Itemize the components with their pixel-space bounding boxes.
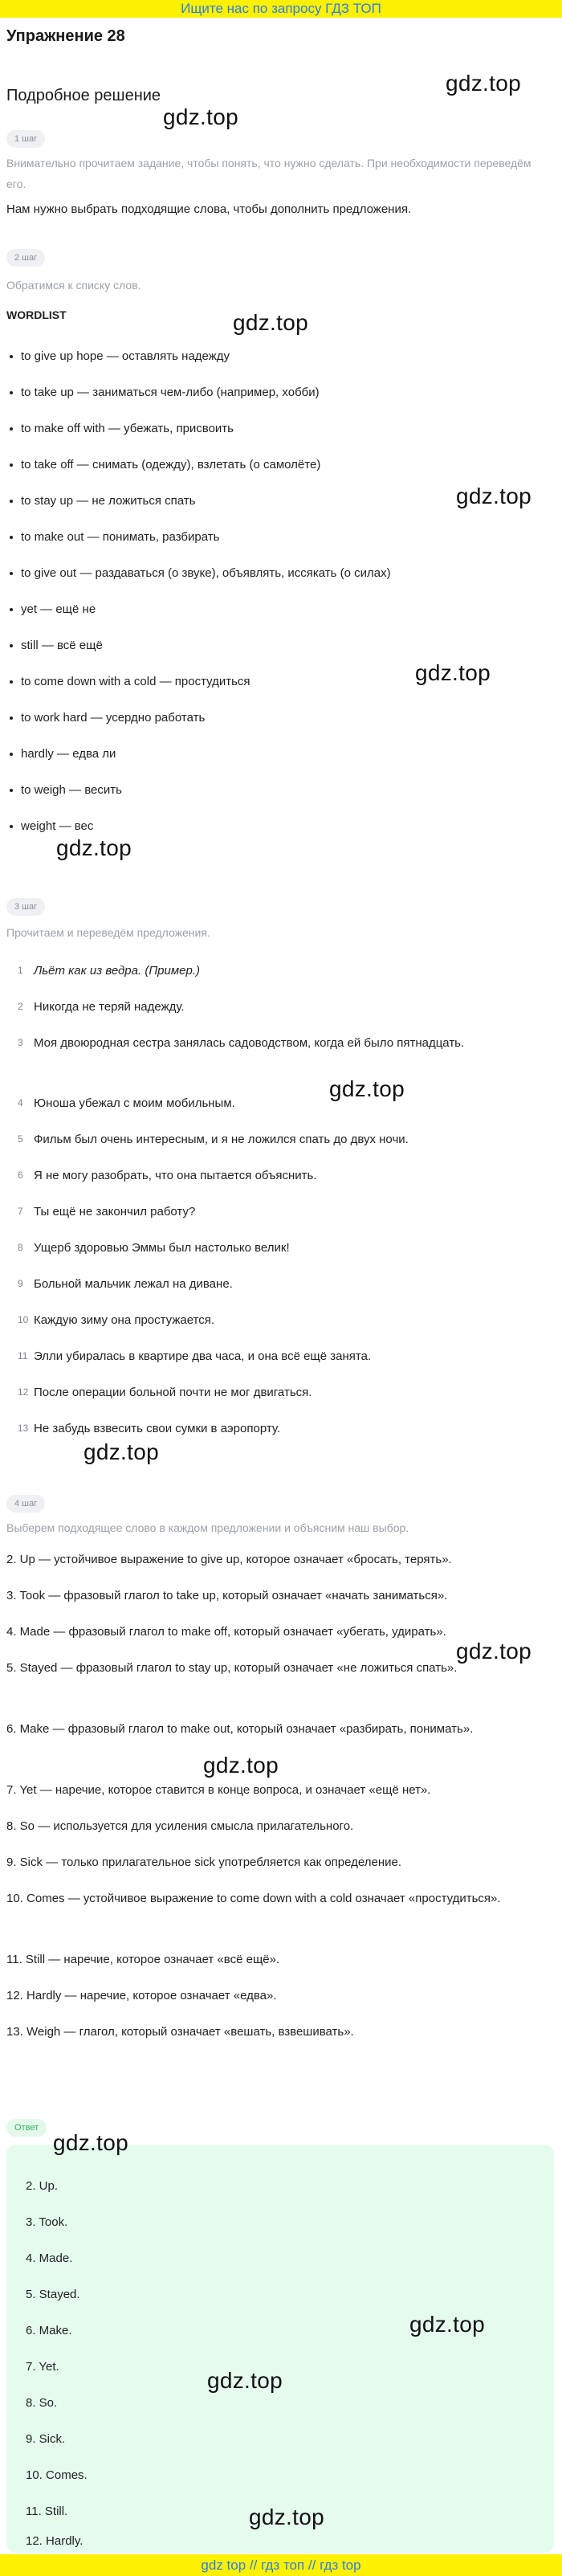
watermark: gdz.top	[249, 2505, 324, 2529]
sentence-item: 5 Фильм был очень интересным, и я не ложился спать до двух ночи.	[18, 1133, 409, 1146]
answer-item: 2. Up.	[26, 2179, 59, 2193]
wordlist-item: to give up hope — оставлять надежду	[21, 349, 543, 365]
watermark: gdz.top	[163, 104, 238, 129]
answer-box	[6, 2145, 554, 2553]
watermark: gdz.top	[415, 660, 491, 685]
sentence-item: 9 Больной мальчик лежал на диване.	[18, 1277, 233, 1291]
explanation-item: 12. Hardly — наречие, которое означает «едва».	[6, 1989, 277, 2002]
footer-banner[interactable]: gdz top // гдз топ // гдз top	[0, 2554, 562, 2576]
explanation-item: 2. Up — устойчивое выражение to give up, которое означает «бросать, терять».	[6, 1553, 452, 1566]
step-badge-3: 3 шаг	[6, 898, 45, 916]
explanation-item: 13. Weigh — глагол, который означает «вешать, взвешивать».	[6, 2025, 354, 2039]
explanation-item: 6. Make — фразовый глагол to make out, который означает «разбирать, понимать».	[6, 1722, 474, 1736]
step1-instruction: Внимательно прочитаем задание, чтобы понять, что нужно сделать. При необходимости переведём его.	[6, 157, 531, 190]
sentence-item: 8 Ущерб здоровью Эммы был настолько велик!	[18, 1241, 290, 1255]
watermark: gdz.top	[329, 1076, 405, 1101]
watermark: gdz.top	[203, 1753, 279, 1778]
wordlist-item: to come down with a cold — простудиться	[21, 674, 543, 690]
watermark: gdz.top	[207, 2368, 283, 2393]
page-title: Упражнение 28	[6, 27, 125, 45]
watermark: gdz.top	[456, 484, 531, 508]
sentence-item: 13 Не забудь взвесить свои сумки в аэропорту.	[18, 1422, 281, 1435]
wordlist-item: to make off with — убежать, присвоить	[21, 421, 543, 437]
step-badge-1: 1 шаг	[6, 130, 45, 148]
top-banner[interactable]: Ищите нас по запросу ГДЗ ТОП	[0, 0, 562, 18]
step2-instruction: Обратимся к списку слов.	[6, 279, 141, 292]
wordlist-heading: WORDLIST	[6, 308, 67, 321]
explanation-item: 10. Comes — устойчивое выражение to come down with a cold означает «простудиться».	[6, 1892, 501, 1905]
sentence-item: 7 Ты ещё не закончил работу?	[18, 1205, 196, 1219]
wordlist-item: yet — ещё не	[21, 602, 543, 618]
explanation-item: 11. Still — наречие, которое означает «всё ещё».	[6, 1953, 280, 1966]
answer-item: 3. Took.	[26, 2215, 68, 2229]
wordlist-item: to make out — понимать, разбирать	[21, 529, 543, 545]
step-badge-2: 2 шаг	[6, 249, 45, 267]
answer-item: 8. So.	[26, 2396, 58, 2410]
wordlist-item: to stay up — не ложиться спать	[21, 493, 543, 509]
explanation-item: 4. Made — фразовый глагол to make off, который означает «убегать, удирать».	[6, 1625, 446, 1639]
explanation-item: 5. Stayed — фразовый глагол to stay up, который означает «не ложиться спать».	[6, 1661, 458, 1675]
answer-item: 4. Made.	[26, 2251, 73, 2265]
wordlist-item: to work hard — усердно работать	[21, 710, 543, 726]
wordlist-item: hardly — едва ли	[21, 746, 543, 762]
step1-text: Нам нужно выбрать подходящие слова, чтобы дополнить предложения.	[6, 202, 412, 216]
watermark: gdz.top	[409, 2312, 485, 2337]
wordlist-item: weight — вес	[21, 819, 543, 835]
step3-instruction: Прочитаем и переведём предложения.	[6, 926, 210, 939]
explanation-item: 3. Took — фразовый глагол to take up, который означает «начать заниматься».	[6, 1589, 448, 1602]
answer-item: 6. Make.	[26, 2324, 72, 2337]
sentence-item: 2 Никогда не теряй надежду.	[18, 1000, 185, 1014]
wordlist-item: still — всё ещё	[21, 638, 543, 654]
sentence-item: 6 Я не могу разобрать, что она пытается объяснить.	[18, 1169, 317, 1182]
watermark: gdz.top	[56, 835, 132, 860]
answer-item: 12. Hardly.	[26, 2534, 83, 2548]
watermark: gdz.top	[83, 1439, 159, 1464]
explanation-item: 7. Yet — наречие, которое ставится в конце вопроса, и означает «ещё нет».	[6, 1783, 431, 1797]
watermark: gdz.top	[233, 310, 308, 335]
step-badge-4: 4 шаг	[6, 1495, 45, 1513]
explanation-item: 9. Sick — только прилагательное sick употребляется как определение.	[6, 1855, 402, 1869]
wordlist-item: to give out — раздаваться (о звуке), объявлять, иссякать (о силах)	[21, 565, 543, 582]
wordlist-item: to take up — заниматься чем-либо (например, хобби)	[21, 385, 543, 401]
sentence-item: 3 Моя двоюродная сестра занялась садоводством, когда ей было пятнадцать.	[18, 1036, 465, 1050]
answer-item: 11. Still.	[26, 2505, 68, 2518]
answer-item: 7. Yet.	[26, 2360, 59, 2374]
wordlist-item: to weigh — весить	[21, 782, 543, 798]
answer-item: 10. Comes.	[26, 2468, 88, 2482]
step4-instruction: Выберем подходящее слово в каждом предложении и объясним наш выбор.	[6, 1521, 409, 1534]
wordlist-item: to take off — снимать (одежду), взлетать (о самолёте)	[21, 457, 543, 473]
watermark: gdz.top	[53, 2130, 128, 2155]
section-title: Подробное решение	[6, 87, 161, 104]
sentence-item: 11 Элли убиралась в квартире два часа, и она всё ещё занята.	[18, 1349, 372, 1363]
watermark: gdz.top	[456, 1639, 531, 1664]
sentence-item: 12 После операции больной почти не мог двигаться.	[18, 1386, 312, 1399]
sentence-item: 1 Льёт как из ведра. (Пример.)	[18, 964, 200, 978]
watermark: gdz.top	[446, 71, 521, 96]
answer-item: 5. Stayed.	[26, 2288, 80, 2301]
explanation-item: 8. So — используется для усиления смысла прилагательного.	[6, 1819, 354, 1833]
answer-item: 9. Sick.	[26, 2432, 66, 2446]
sentence-item: 4 Юноша убежал с моим мобильным.	[18, 1096, 235, 1110]
answer-badge: Ответ	[6, 2119, 47, 2137]
sentence-item: 10 Каждую зиму она простужается.	[18, 1313, 215, 1327]
